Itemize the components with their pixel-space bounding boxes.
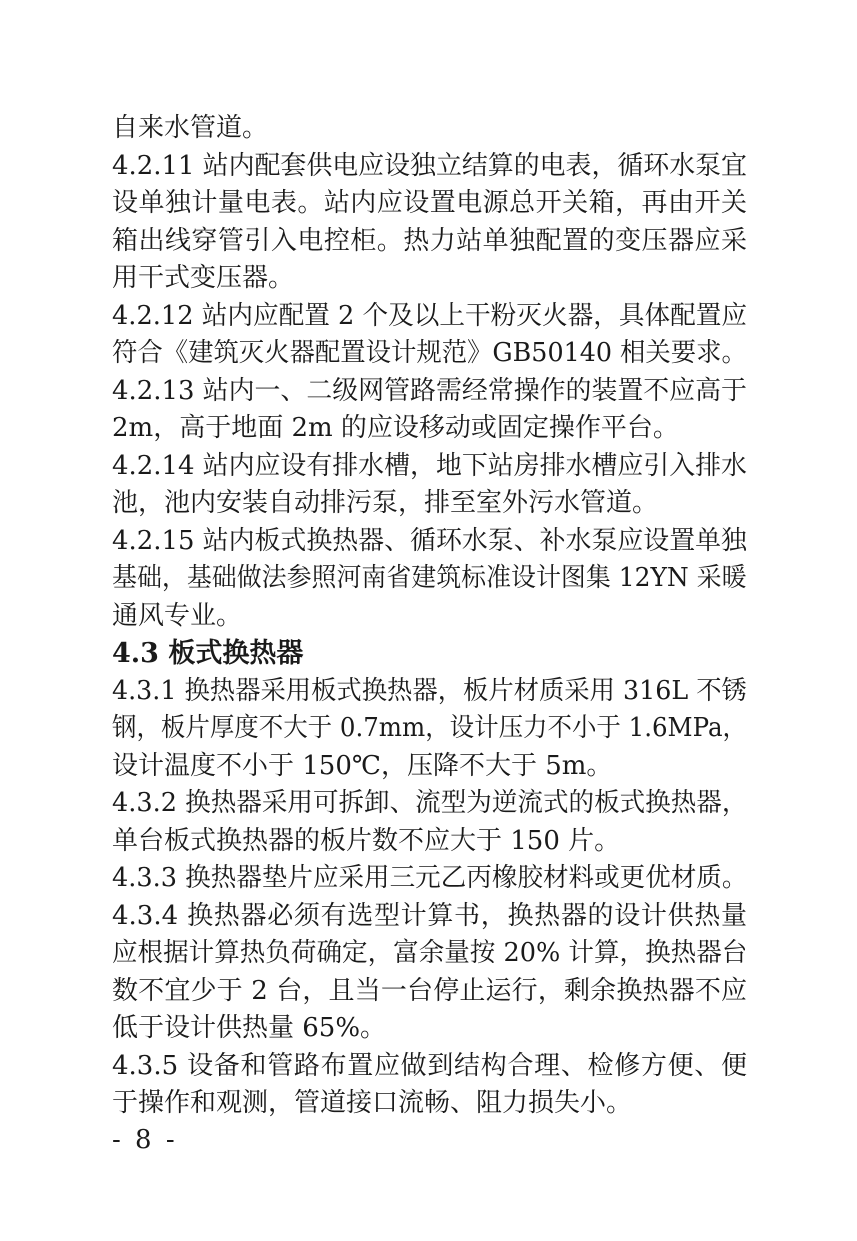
para-4-3-4 xyxy=(112,898,747,1048)
heading-4-3-line-1: 4.3 板式换热器 xyxy=(112,638,304,669)
para-4-2-11 xyxy=(112,148,747,298)
para-4-3-4-line-1: 4.3.4 换热器必须有选型计算书，换热器的设计供热量 xyxy=(112,900,747,931)
document-content xyxy=(112,110,747,1123)
para-4-2-11-line-4: 用干式变压器。 xyxy=(112,263,295,293)
para-4-2-13-line-1: 4.2.13 站内一、二级网管路需经常操作的装置不应高于 xyxy=(112,375,747,406)
para-4-2-15-line-2: 基础，基础做法参照河南省建筑标准设计图集 12YN 采暖 xyxy=(112,563,747,593)
para-4-2-12-line-2: 符合《建筑灭火器配置设计规范》GB50140 相关要求。 xyxy=(112,338,747,368)
para-4-2-15 xyxy=(112,523,747,636)
para-4-2-13-line-2: 2m，高于地面 2m 的应设移动或固定操作平台。 xyxy=(112,413,679,443)
page-number: - 8 - xyxy=(112,1125,178,1155)
para-4-3-5-line-2: 于操作和观测，管道接口流畅、阻力损失小。 xyxy=(112,1088,633,1118)
para-4-2-11-line-3: 箱出线穿管引入电控柜。热力站单独配置的变压器应采 xyxy=(112,225,747,256)
para-4-3-1-line-2: 钢，板片厚度不大于 0.7mm，设计压力不小于 1.6MPa， xyxy=(112,713,747,743)
para-4-3-3 xyxy=(112,860,747,898)
para-4-3-2 xyxy=(112,785,747,860)
para-4-2-15-line-1: 4.2.15 站内板式换热器、循环水泵、补水泵应设置单独 xyxy=(112,525,747,556)
para-4-2-11-line-2: 设单独计量电表。站内应设置电源总开关箱，再由开关 xyxy=(112,188,747,218)
heading-4-3 xyxy=(112,635,747,673)
para-4-2-12-line-1: 4.2.12 站内应配置 2 个及以上干粉灭火器，具体配置应 xyxy=(112,300,748,331)
para-4-3-5 xyxy=(112,1048,747,1123)
para-4-3-3-line-1: 4.3.3 换热器垫片应采用三元乙丙橡胶材料或更优材质。 xyxy=(112,863,748,893)
para-4-3-2-line-2: 单台板式换热器的板片数不应大于 150 片。 xyxy=(112,825,621,856)
para-4-2-14-line-2: 池，池内安装自动排污泵，排至室外污水管道。 xyxy=(112,488,659,518)
para-4-3-4-line-3: 数不宜少于 2 台，且当一台停止运行，剩余换热器不应 xyxy=(112,975,747,1006)
para-4-3-1-line-3: 设计温度不小于 150℃，压降不大于 5m。 xyxy=(112,750,613,781)
para-4-3-4-line-2: 应根据计算热负荷确定，富余量按 20% 计算，换热器台 xyxy=(112,938,748,968)
para-4-2-14 xyxy=(112,448,747,523)
para-4-2-13 xyxy=(112,373,747,448)
para-4-3-1-line-1: 4.3.1 换热器采用板式换热器，板片材质采用 316L 不锈 xyxy=(112,675,747,706)
para-4-2-14-line-1: 4.2.14 站内应设有排水槽，地下站房排水槽应引入排水 xyxy=(112,450,747,481)
para-4-3-1 xyxy=(112,673,747,786)
para-4-2-15-line-3: 通风专业。 xyxy=(112,600,243,631)
para-4-2-12 xyxy=(112,298,747,373)
para-4-3-5-line-1: 4.3.5 设备和管路布置应做到结构合理、检修方便、便 xyxy=(112,1050,747,1081)
para-4-3-2-line-1: 4.3.2 换热器采用可拆卸、流型为逆流式的板式换热器， xyxy=(112,788,748,818)
para-4-2-11-line-1: 4.2.11 站内配套供电应设独立结算的电表，循环水泵宜 xyxy=(112,150,747,181)
para-4-2-10-continued xyxy=(112,110,747,148)
para-4-2-10-continued-line-1: 自来水管道。 xyxy=(112,113,269,143)
para-4-3-4-line-4: 低于设计供热量 65%。 xyxy=(112,1013,387,1043)
